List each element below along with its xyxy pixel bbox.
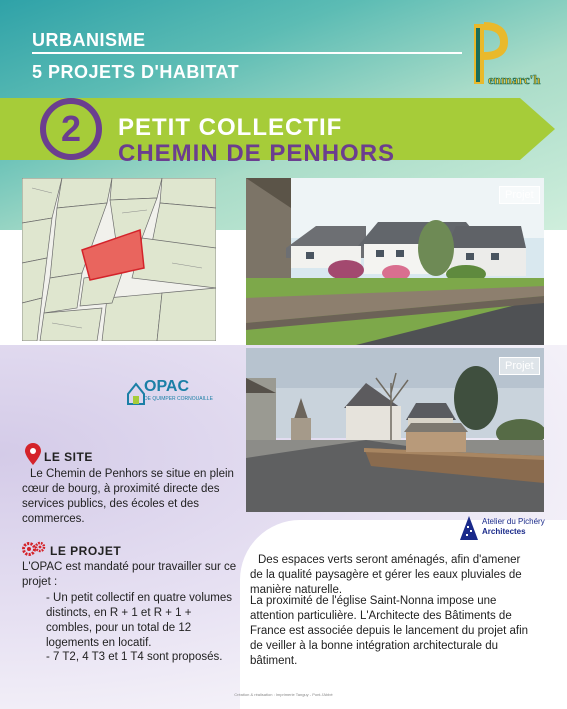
- church-paragraph: La proximité de l'église Saint-Nonna impose une attention particulière. L'Architecte des Bâtiments de France est associée depuis le lancement du projet afin de veiller à la bonne intégration architecturale du bâtiment.: [250, 595, 529, 667]
- projet-bullet: - Un petit collectif en quatre volumes distincts, en R + 1 et R + 1 + combles, pour un total de 12 logements en locatif.: [46, 592, 233, 649]
- green-spaces-paragraph: Des espaces verts seront aménagés, afin d'amener de la qualité paysagère et gérer les eaux pluviales de manière naturelle.: [250, 554, 522, 596]
- print-credit: Création & réalisation : Imprimerie Tanguy - Pont-l'Abbé: [234, 692, 333, 697]
- projet-bullet: - 7 T2, 4 T3 et 1 T4 sont proposés.: [46, 651, 223, 663]
- location-pin-icon: [25, 443, 41, 465]
- banner-subtitle: CHEMIN DE PENHORS: [118, 140, 396, 167]
- opac-subtitle: DE QUIMPER CORNOUAILLE: [144, 396, 213, 402]
- gears-icon: [21, 541, 47, 557]
- header-title: URBANISME: [32, 30, 146, 50]
- photo-tag: Projet: [499, 357, 540, 375]
- architect-name: Atelier du Pichéry: [482, 517, 545, 526]
- site-text: Le Chemin de Penhors se situe en plein cœur de bourg, à proximité directe des services publics, des écoles et des commerces.: [22, 468, 234, 525]
- svg-text:enmarc'h: enmarc'h: [488, 72, 541, 87]
- photo-tag: Projet: [499, 186, 540, 204]
- penmarch-logo: [470, 22, 550, 92]
- projet-intro: L'OPAC est mandaté pour travailler sur ce projet :: [22, 561, 237, 588]
- cadastral-map: [22, 178, 216, 341]
- projet-heading: LE PROJET: [50, 544, 122, 558]
- banner-title: PETIT COLLECTIF: [118, 114, 343, 141]
- site-heading: LE SITE: [44, 450, 93, 464]
- project-number-badge: 2: [40, 98, 102, 160]
- header-divider: [32, 52, 462, 54]
- header-subtitle: 5 PROJETS D'HABITAT: [32, 62, 240, 82]
- architect-role: Architectes: [482, 527, 526, 536]
- opac-name: OPAC: [144, 378, 190, 395]
